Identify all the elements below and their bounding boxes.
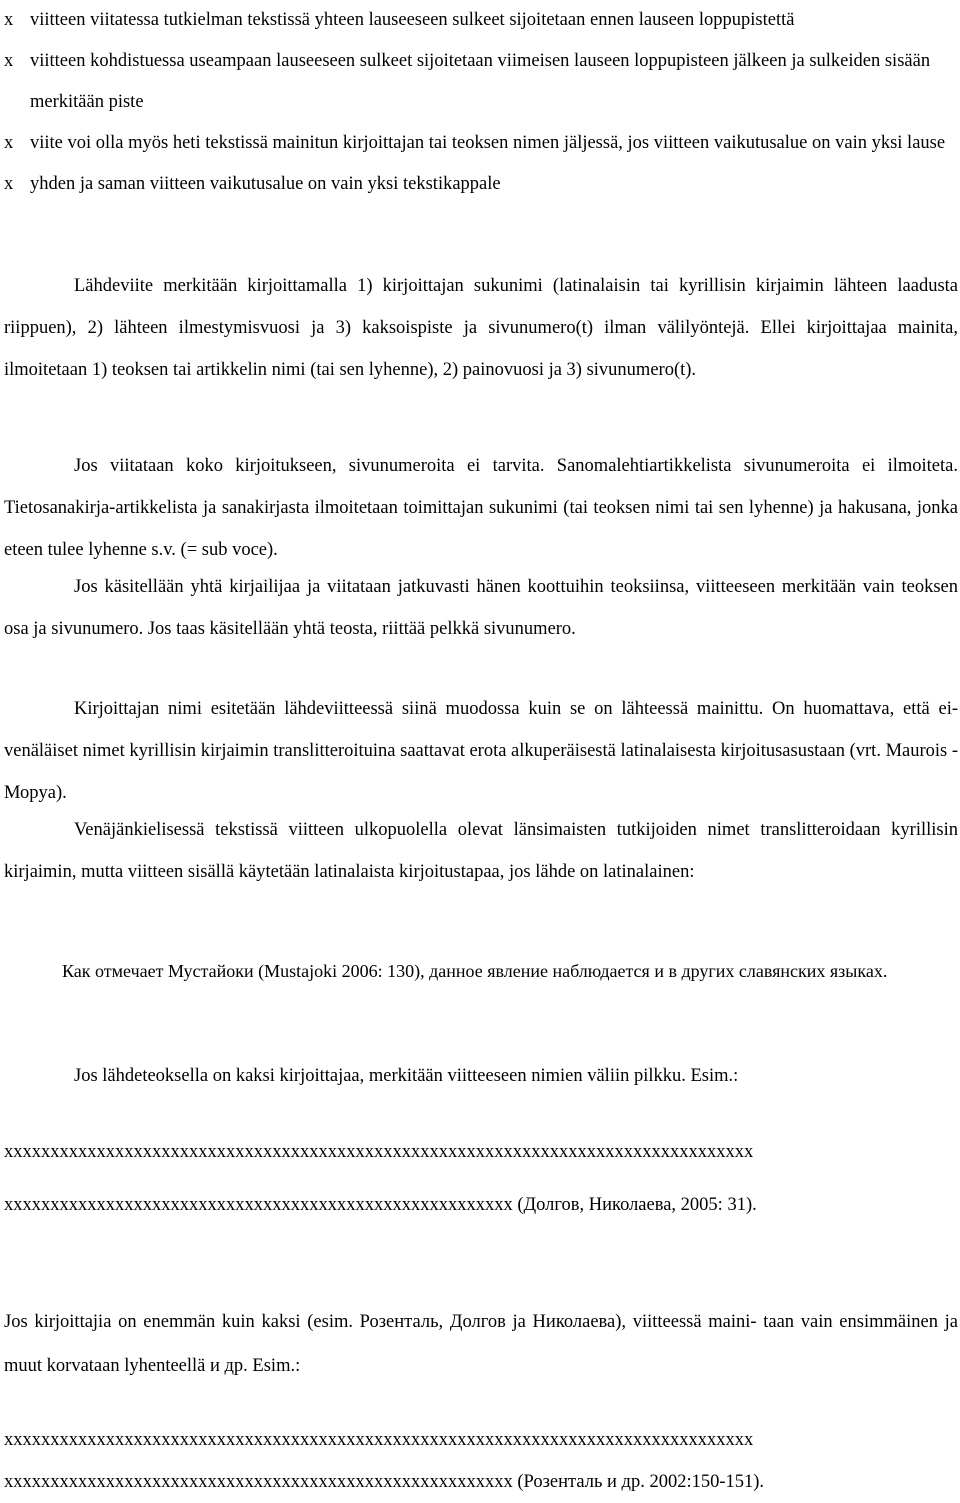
bullet-list	[0, 0, 960, 205]
bullet-item	[0, 41, 960, 123]
bullet-marker: x	[4, 51, 14, 71]
paragraph-page-numbers: Jos viitataan koko kirjoitukseen, sivunumeroita ei tarvita. Sanomalehtiartikkelista sivunumeroita ei ilmoiteta. Tietosanakirja-artikkelista ja sanakirjasta ilmoitetaan toimittajan sukunimi (tai teoksen nimi tai sen lyhenne) ja hakusana, jonka eteen tulee lyhenne s.v. (= sub voce).	[4, 456, 958, 560]
paragraph-transliteration: Venäjänkielisessä tekstissä viitteen ulkopuolella olevat länsimaisten tutkijoiden nimet translitteroidaan kyrillisin kirjaimin, mutta viitteen sisällä käytetään latinalaista kirjoitustapaa, jos lähde on latinalainen:	[4, 820, 958, 882]
bullet-marker: x	[4, 10, 14, 30]
paragraph-multiple-authors: Jos kirjoittajia on enemmän kuin kaksi (esim. Розенталь, Долгов ja Николаева), viitteessä maini- taan vain ensimmäinen ja muut korvataan lyhenteellä и др. Esim.:	[4, 1312, 958, 1376]
bullet-text: viite voi olla myös heti tekstissä mainitun kirjoittajan tai teoksen nimen jäljessä, jos viitteen vaikutusalue on vain yksi lause	[30, 133, 946, 153]
bullet-text: viitteen viitatessa tutkielman tekstissä yhteen lauseeseen sulkeet sijoitetaan ennen lauseen loppupistettä	[30, 10, 795, 30]
example-placeholder-citation: xxxxxxxxxxxxxxxxxxxxxxxxxxxxxxxxxxxxxxxxxxxxxxxxxxxxxxx (Долгов, Николаева, 2005: 31).	[4, 1195, 757, 1215]
paragraph-collected-works: Jos käsitellään yhtä kirjailijaa ja viitataan jatkuvasti hänen koottuihin teoksiinsa, viitteeseen merkitään vain teoksen osa ja sivunumero. Jos taas käsitellään yhtä teosta, riittää pelkkä sivunumero.	[4, 577, 958, 639]
paragraph-source-reference: Lähdeviite merkitään kirjoittamalla 1) kirjoittajan sukunimi (latinalaisin tai kyrillisin kirjaimin lähteen laadusta riippuen), 2) lähteen ilmestymisvuosi ja 3) kaksoispiste ja sivunumero(t) ilman välilyöntejä. Ellei kirjoittajaa mainita, ilmoitetaan 1) teoksen tai artikkelin nimi (tai sen lyhenne), 2) painovuosi ja 3) sivunumero(t).	[4, 276, 958, 380]
example-placeholder-line: xxxxxxxxxxxxxxxxxxxxxxxxxxxxxxxxxxxxxxxxxxxxxxxxxxxxxxxxxxxxxxxxxxxxxxxxxxxxxxxxx	[4, 1142, 754, 1162]
bullet-marker: x	[4, 133, 14, 153]
bullet-text: yhden ja saman viitteen vaikutusalue on vain yksi tekstikappale	[30, 174, 501, 194]
bullet-item	[0, 164, 960, 205]
bullet-item	[0, 0, 960, 41]
example-placeholder-citation: xxxxxxxxxxxxxxxxxxxxxxxxxxxxxxxxxxxxxxxxxxxxxxxxxxxxxxx (Розенталь и др. 2002:150-151).	[4, 1472, 765, 1492]
paragraph-author-name: Kirjoittajan nimi esitetään lähdeviitteessä siinä muodossa kuin se on lähteessä mainittu. On huomattava, että ei-venäläiset nimet kyrillisin kirjaimin translitteroituina saattavat erota alkuperäisestä latinalaisesta kirjoitusasustaan (vrt. Maurois - Морyа).	[4, 699, 959, 803]
bullet-item	[0, 123, 960, 164]
example-quote: Как отмечает Мустайоки (Mustajoki 2006: 130), данное явление наблюдается и в других славянских языках.	[62, 961, 888, 981]
example-placeholder-line: xxxxxxxxxxxxxxxxxxxxxxxxxxxxxxxxxxxxxxxxxxxxxxxxxxxxxxxxxxxxxxxxxxxxxxxxxxxxxxxxx	[4, 1430, 754, 1450]
paragraph-two-authors: Jos lähdeteoksella on kaksi kirjoittajaa, merkitään viitteeseen nimien väliin pilkku. Esim.:	[74, 1066, 739, 1086]
bullet-marker: x	[4, 174, 14, 194]
bullet-text: viitteen kohdistuessa useampaan lauseeseen sulkeet sijoitetaan viimeisen lauseen loppupisteen jälkeen ja sulkeiden sisään merkitään piste	[30, 51, 931, 112]
